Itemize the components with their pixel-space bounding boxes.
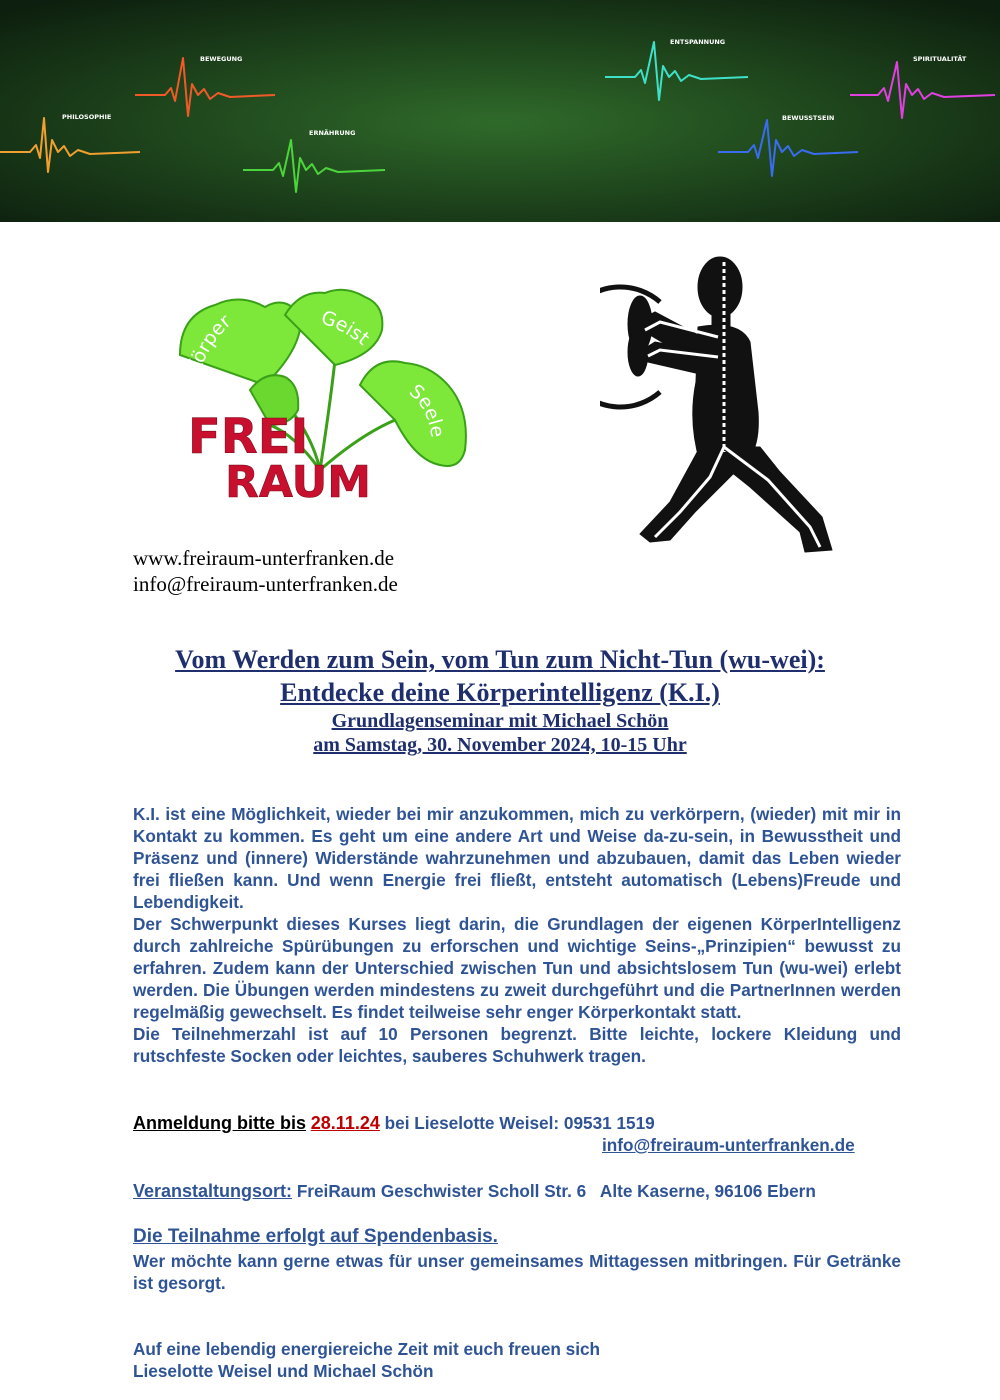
logo-name-line2: RAUM bbox=[225, 457, 372, 508]
banner-label-spiritualitaet: SPIRITUALITÄT bbox=[913, 55, 967, 63]
donation-title: Die Teilnahme erfolgt auf Spendenbasis. bbox=[133, 1226, 498, 1247]
seminar-subtitle: Entdecke deine Körperintelligenz (K.I.) bbox=[280, 678, 720, 707]
registration-label: Anmeldung bitte bis bbox=[133, 1113, 306, 1133]
freiraum-logo bbox=[170, 285, 480, 510]
banner-label-ernaehrung: ERNÄHRUNG bbox=[309, 129, 356, 137]
description-paragraph-1: K.I. ist eine Möglichkeit, wieder bei mir anzukommen, mich zu verkörpern, (wieder) mit mir in Kontakt zu kommen. Es geht um eine andere Art und Weise da-zu-sein, in Bewusstheit und Präsenz und (innere) Widerstände wahrzunehmen und abzubauen, damit das Leben wieder frei fließen kann. Und wenn Energie frei fließt, entsteht automatisch (Lebens)Freude und Lebendigkeit. bbox=[133, 804, 901, 912]
leaf-right bbox=[360, 361, 466, 466]
leaf-word-koerper: Körper bbox=[182, 310, 236, 377]
banner-label-bewegung: BEWEGUNG bbox=[200, 55, 243, 63]
seminar-type: Grundlagenseminar mit Michael Schön bbox=[331, 710, 669, 732]
description-paragraph-2: Der Schwerpunkt dieses Kurses liegt darin, die Grundlagen der eigenen KörperIntelligenz durch zahlreiche Spürübungen zu erforschen und wichtige Seins-„Prinzipien“ bewusst zu erfahren. Zudem kann der Unterschied zwischen Tun und absichtslosem Tun (wu-wei) erlebt werden. Die Übungen werden mindestens zu zweit durchgeführt und die PartnerInnen werden regelmäßig gewechselt. Es findet teilweise sehr enger Körperkontakt statt. bbox=[133, 914, 901, 1022]
registration-deadline: 28.11.24 bbox=[310, 1113, 380, 1133]
website-text: www.freiraum-unterfranken.de bbox=[133, 546, 395, 570]
registration-email-link[interactable]: info@freiraum-unterfranken.de bbox=[602, 1135, 855, 1155]
venue-label: Veranstaltungsort: bbox=[133, 1181, 293, 1201]
leaf-word-geist: Geist bbox=[318, 306, 374, 350]
banner-label-philosophie: PHILOSOPHIE bbox=[62, 113, 112, 121]
registration-contact: bei Lieselotte Weisel: 09531 1519 bbox=[384, 1113, 655, 1133]
closing-names: Lieselotte Weisel und Michael Schön bbox=[133, 1361, 434, 1381]
banner-label-entspannung: ENTSPANNUNG bbox=[670, 38, 726, 46]
leaf-word-seele: Seele bbox=[404, 380, 449, 439]
registration-line bbox=[133, 1113, 655, 1134]
contact-email-text: info@freiraum-unterfranken.de bbox=[133, 572, 398, 596]
venue-address: FreiRaum Geschwister Scholl Str. 6 Alte Kaserne, 96106 Ebern bbox=[296, 1181, 816, 1201]
venue-line bbox=[133, 1181, 816, 1202]
seminar-date: am Samstag, 30. November 2024, 10-15 Uhr bbox=[313, 734, 687, 756]
tai-chi-figure-icon bbox=[600, 252, 836, 557]
banner-label-bewusstsein: BEWUSSTSEIN bbox=[782, 114, 835, 122]
donation-text: Wer möchte kann gerne etwas für unser gemeinsames Mittagessen mitbringen. Für Getränke ist gesorgt. bbox=[133, 1251, 901, 1293]
description-paragraph-3: Die Teilnehmerzahl ist auf 10 Personen begrenzt. Bitte leichte, lockere Kleidung und rutschfeste Socken oder leichtes, sauberes Schuhwerk tragen. bbox=[133, 1024, 901, 1066]
seminar-title: Vom Werden zum Sein, vom Tun zum Nicht-Tun (wu-wei): bbox=[175, 645, 825, 674]
header-banner bbox=[0, 0, 1000, 222]
logo-name-line1: FREI bbox=[188, 409, 309, 465]
seminar-description bbox=[133, 803, 901, 1067]
closing-line: Auf eine lebendig energiereiche Zeit mit euch freuen sich bbox=[133, 1339, 601, 1359]
